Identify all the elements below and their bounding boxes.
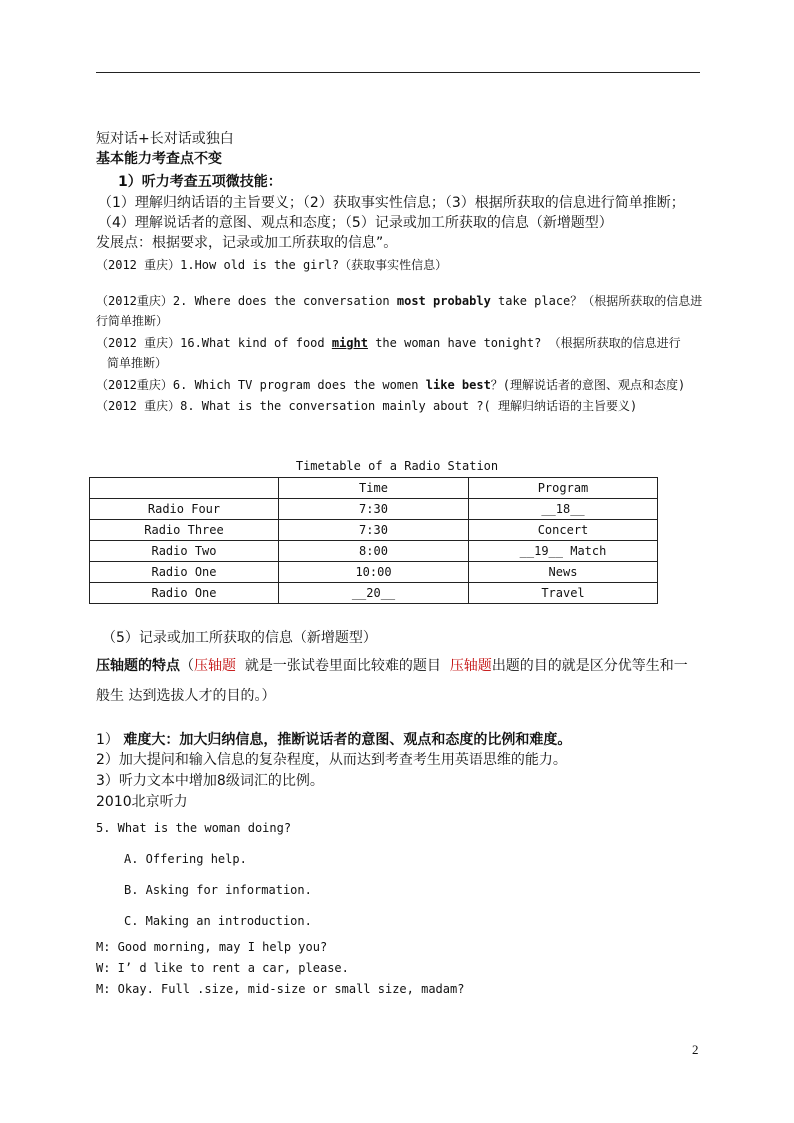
point-1-text: 难度大：加大归纳信息，推断说话者的意图、观点和态度的比例和难度。 xyxy=(123,732,572,748)
example-q2-pre: （2012重庆）2. Where does the conversation xyxy=(96,294,397,308)
table-cell: Radio Three xyxy=(90,520,279,541)
radio-timetable xyxy=(89,477,658,604)
heading-ability: 基本能力考查点不变 xyxy=(96,151,222,167)
question-stem: 5. What is the woman doing? xyxy=(96,821,292,835)
page-number: 2 xyxy=(692,1042,699,1057)
hard-question-term: 压轴题 xyxy=(449,658,492,674)
hard-question-term: 压轴题 xyxy=(194,658,236,674)
example-q3-cont: 简单推断） xyxy=(107,356,168,370)
table-header-cell: Time xyxy=(279,478,469,499)
hard-question-line-1 xyxy=(96,656,688,676)
table-cell: __18__ xyxy=(469,499,658,520)
option-b: B. Asking for information. xyxy=(124,883,312,897)
dialogue-line: W: I’ d like to rent a car, please. xyxy=(96,961,349,975)
point-2: 2）加大提问和输入信息的复杂程度，从而达到考查考生用英语思维的能力。 xyxy=(96,752,567,768)
example-q3 xyxy=(96,333,681,353)
option-a: A. Offering help. xyxy=(124,852,247,866)
example-q1: （2012 重庆）1.How old is the girl?（获取事实性信息） xyxy=(96,258,448,272)
heading-format: 短对话+长对话或独白 xyxy=(96,131,234,147)
table-caption: Timetable of a Radio Station xyxy=(295,459,499,473)
table-header-cell: Program xyxy=(469,478,658,499)
skills-heading: 1）听力考查五项微技能： xyxy=(118,174,282,190)
example-q2-emphasis: most probably xyxy=(396,294,491,308)
paren-open: （ xyxy=(180,658,194,674)
point-1 xyxy=(96,730,571,750)
table-cell: Radio Four xyxy=(90,499,279,520)
table-cell: Radio Two xyxy=(90,541,279,562)
hard-question-label: 压轴题的特点 xyxy=(96,658,180,674)
table-row xyxy=(90,583,658,604)
hard-question-purpose: 出题的目的就是区分优等生和一 xyxy=(491,658,688,674)
table-cell: __19__ Match xyxy=(469,541,658,562)
example-q4 xyxy=(96,375,685,395)
example-q3-post: the woman have tonight? （根据所获取的信息进行 xyxy=(367,336,681,350)
table-cell: Travel xyxy=(469,583,658,604)
beijing-listening-heading: 2010北京听力 xyxy=(96,794,188,810)
table-row xyxy=(90,562,658,583)
table-row xyxy=(90,520,658,541)
dialogue-line: M: Okay. Full .size, mid-size or small size, madam? xyxy=(96,982,465,996)
example-q4-post: ？(理解说话者的意图、观点和态度) xyxy=(490,378,686,392)
table-cell: Radio One xyxy=(90,583,279,604)
skills-line-1: （1）理解归纳话语的主旨要义；（2）获取事实性信息；（3）根据所获取的信息进行简单推断； xyxy=(98,195,685,211)
skills-line-2: （4）理解说话者的意图、观点和态度；（5）记录或加工所获取的信息（新增题型） xyxy=(98,215,613,231)
table-header-cell xyxy=(90,478,279,499)
point-1-number: 1） xyxy=(96,732,124,748)
example-q4-emphasis: like best xyxy=(425,378,491,392)
table-cell: Radio One xyxy=(90,562,279,583)
hard-question-def: 就是一张试卷里面比较难的题目 xyxy=(236,658,450,674)
option-c: C. Making an introduction. xyxy=(124,914,312,928)
point-3: 3）听力文本中增加8级词汇的比例。 xyxy=(96,773,324,789)
record-info-line: （5）记录或加工所获取的信息（新增题型） xyxy=(102,630,377,646)
table-cell: 7:30 xyxy=(279,520,469,541)
table-cell: Concert xyxy=(469,520,658,541)
example-q3-emphasis: might xyxy=(331,336,368,350)
table-cell: News xyxy=(469,562,658,583)
table-cell: 8:00 xyxy=(279,541,469,562)
example-q2-post: take place？（根据所获取的信息进 xyxy=(490,294,703,308)
table-cell: __20__ xyxy=(279,583,469,604)
hard-question-line-2: 般生 达到选拔人才的目的。） xyxy=(96,688,276,704)
dialogue-line: M: Good morning, may I help you? xyxy=(96,940,328,954)
example-q4-pre: （2012重庆）6. Which TV program does the women xyxy=(96,378,426,392)
example-q2-cont: 行简单推断） xyxy=(96,314,169,328)
example-q3-pre: （2012 重庆）16.What kind of food xyxy=(96,336,332,350)
header-rule xyxy=(96,72,700,73)
table-row xyxy=(90,499,658,520)
table-cell: 10:00 xyxy=(279,562,469,583)
development-point: 发展点：根据要求，记录或加工所获取的信息”。 xyxy=(96,235,398,251)
example-q2 xyxy=(96,291,702,311)
table-cell: 7:30 xyxy=(279,499,469,520)
example-q5: （2012 重庆）8. What is the conversation mainly about ?( 理解归纳话语的主旨要义) xyxy=(96,399,638,413)
table-header-row xyxy=(90,478,658,499)
table-row xyxy=(90,541,658,562)
